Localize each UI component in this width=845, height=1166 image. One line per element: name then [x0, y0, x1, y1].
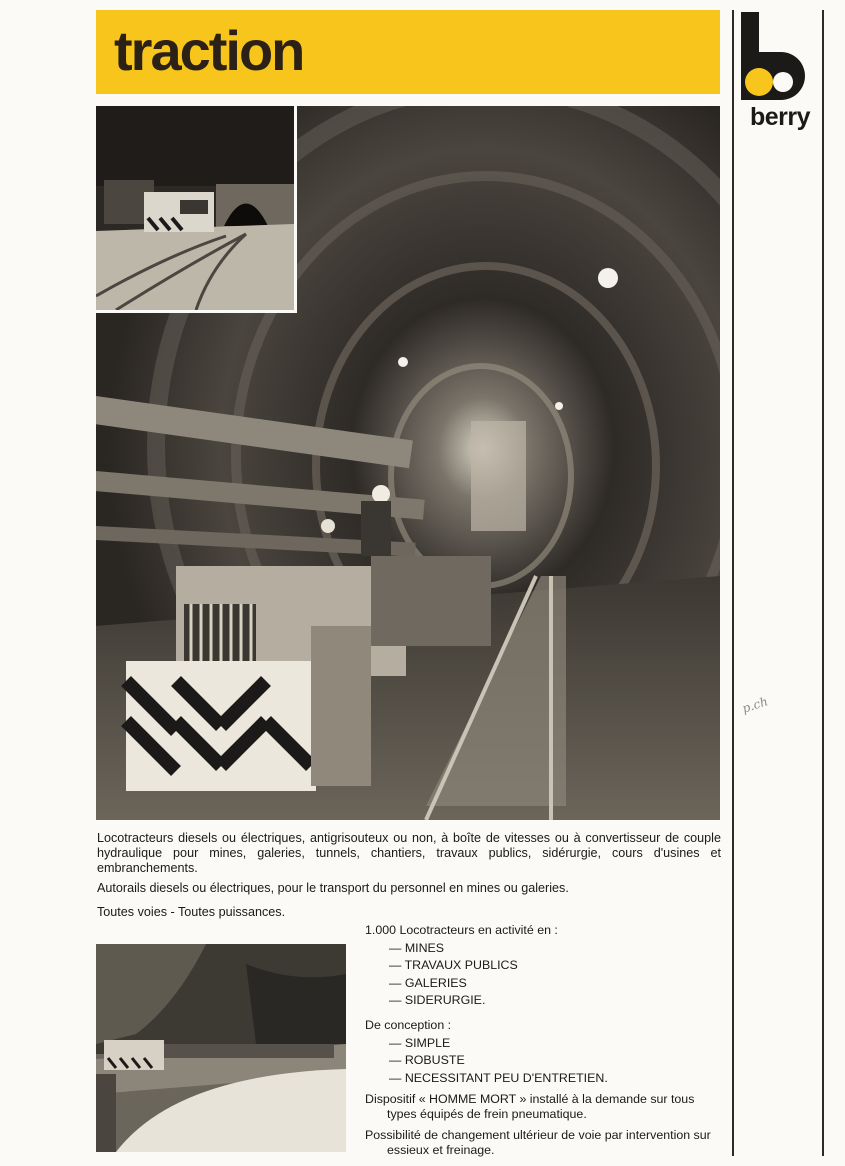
design-heading: De conception : — [365, 1018, 452, 1032]
brand-wordmark: berry — [749, 103, 811, 131]
homme-mort-text: Dispositif « HOMME MORT » installé à la demande sur tous types équipés de frein pneumatique. — [365, 1092, 695, 1121]
handwritten-margin-note: p.ch — [740, 694, 770, 716]
intro-paragraph-locotracteurs: Locotracteurs diesels ou électriques, antigrisouteux ou non, à boîte de vitesses ou à convertisseur de couple hydraulique pour mines, galeries, tunnels, chantiers, travaux publics, sidérurgie, cours d'usines et embranchements. — [97, 831, 721, 875]
page-title: traction — [114, 19, 304, 82]
activity-heading: 1.000 Locotracteurs en activité en : — [365, 923, 558, 937]
title-band — [96, 10, 720, 94]
list-item: — NECESSITANT PEU D'ENTRETIEN. — [389, 1070, 608, 1085]
device-paragraph — [365, 1092, 725, 1121]
change-paragraph — [365, 1128, 725, 1157]
outdoor-track-locomotive-photo — [96, 944, 346, 1152]
design-list — [365, 1017, 725, 1087]
intro-paragraph-autorails: Autorails diesels ou électriques, pour le transport du personnel en mines ou galeries. — [97, 881, 569, 895]
list-item: — TRAVAUX PUBLICS — [389, 958, 518, 972]
list-item: — MINES — [389, 940, 445, 955]
margin-rule-right — [822, 10, 824, 1156]
list-item: — SIDERURGIE. — [389, 993, 486, 1007]
activity-list — [365, 922, 725, 1010]
list-item: — ROBUSTE — [389, 1053, 465, 1067]
changement-voie-text: Possibilité de changement ultérieur de voie par intervention sur essieux et freinage. — [365, 1128, 711, 1157]
intro-paragraph-toutes-voies: Toutes voies - Toutes puissances. — [97, 905, 286, 919]
mine-entrance-locomotive-photo — [96, 106, 297, 313]
list-item: — GALERIES — [389, 975, 467, 990]
list-item: — SIMPLE — [389, 1035, 451, 1050]
margin-rule-left — [732, 10, 734, 1156]
